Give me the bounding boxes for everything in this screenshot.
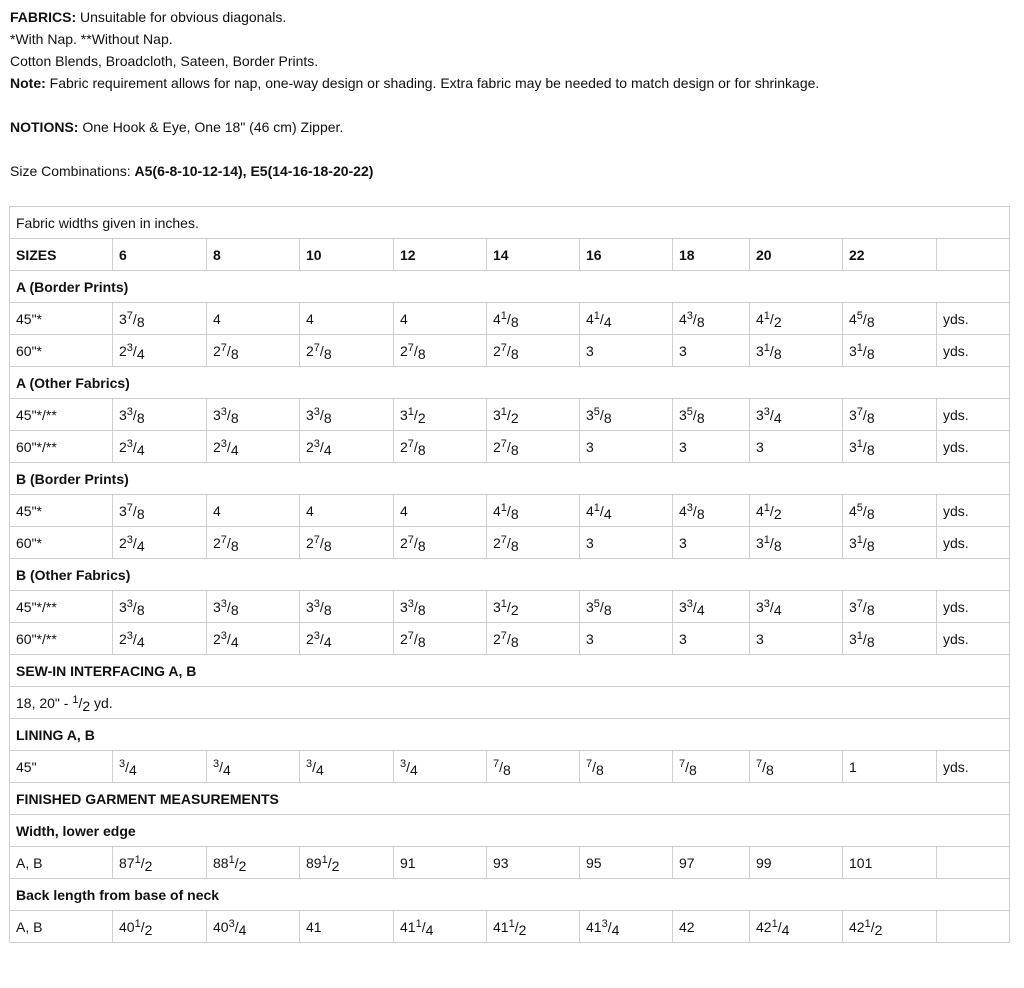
table-cell: $3^3/_8$ xyxy=(207,399,300,431)
table-cell: $3^3/_8$ xyxy=(113,399,207,431)
section-label: Back length from base of neck xyxy=(10,879,1010,911)
table-cell: $2^3/_4$ xyxy=(207,431,300,463)
table-cell: $2^3/_4$ xyxy=(113,335,207,367)
size-header-18: 18 xyxy=(673,239,750,271)
table-row xyxy=(10,303,1010,335)
size-header-10: 10 xyxy=(300,239,394,271)
section-label: LINING A, B xyxy=(10,719,1010,751)
table-cell: $4^5/_8$ xyxy=(843,495,937,527)
table-cell: 93 xyxy=(487,847,580,879)
table-cell: $2^7/_8$ xyxy=(300,527,394,559)
table-cell: $4^1/_2$ xyxy=(750,495,843,527)
table-cell: $4^3/_8$ xyxy=(673,495,750,527)
table-row xyxy=(10,431,1010,463)
sizes-label: SIZES xyxy=(10,239,113,271)
table-cell: $3^1/_8$ xyxy=(843,335,937,367)
table-cell: $3^7/_8$ xyxy=(843,399,937,431)
size-header-12: 12 xyxy=(394,239,487,271)
row-label: 45"* xyxy=(10,495,113,527)
table-cell: $41^3/_4$ xyxy=(580,911,673,943)
table-cell: $2^3/_4$ xyxy=(113,431,207,463)
table-cell: $42^1/_4$ xyxy=(750,911,843,943)
table-cell: $3^3/_4$ xyxy=(673,591,750,623)
table-cell: $3^7/_8$ xyxy=(113,303,207,335)
section-label: FINISHED GARMENT MEASUREMENTS xyxy=(10,783,1010,815)
section-row xyxy=(10,783,1010,815)
section-label: B (Other Fabrics) xyxy=(10,559,1010,591)
table-row xyxy=(10,591,1010,623)
fabrics-label: FABRICS: xyxy=(10,9,77,25)
intro-block xyxy=(10,6,1010,182)
table-cell: 41 xyxy=(300,911,394,943)
unit-cell: yds. xyxy=(937,335,1010,367)
note-label: Note: xyxy=(10,75,46,91)
size-combinations-line xyxy=(10,160,1010,182)
table-cell: 97 xyxy=(673,847,750,879)
table-cell: $42^1/_2$ xyxy=(843,911,937,943)
table-cell: $89^1/_2$ xyxy=(300,847,394,879)
section-label: Width, lower edge xyxy=(10,815,1010,847)
table-cell: 3 xyxy=(750,623,843,655)
table-cell: $^7/_8$ xyxy=(673,751,750,783)
row-label: A, B xyxy=(10,847,113,879)
fabric-list-line: Cotton Blends, Broadcloth, Sateen, Border Prints. xyxy=(10,53,319,69)
table-row xyxy=(10,527,1010,559)
section-row xyxy=(10,463,1010,495)
table-cell: $4^5/_8$ xyxy=(843,303,937,335)
table-cell: $2^3/_4$ xyxy=(300,623,394,655)
table-cell: 3 xyxy=(673,335,750,367)
interfacing-note: 18, 20" - $^1/_2$ yd. xyxy=(10,687,1010,719)
table-cell: $2^7/_8$ xyxy=(394,335,487,367)
table-cell: $^3/_4$ xyxy=(113,751,207,783)
table-cell: 3 xyxy=(580,335,673,367)
table-cell: $88^1/_2$ xyxy=(207,847,300,879)
table-cell: $4^1/_4$ xyxy=(580,303,673,335)
table-cell: 4 xyxy=(300,495,394,527)
table-cell: 4 xyxy=(300,303,394,335)
section-label: A (Border Prints) xyxy=(10,271,1010,303)
fabric-requirements-table xyxy=(9,206,1010,943)
section-label: B (Border Prints) xyxy=(10,463,1010,495)
table-cell: $3^3/_4$ xyxy=(750,591,843,623)
size-header-16: 16 xyxy=(580,239,673,271)
notions-text: One Hook & Eye, One 18" (46 cm) Zipper. xyxy=(78,119,344,135)
size-header-22: 22 xyxy=(843,239,937,271)
table-cell: 3 xyxy=(750,431,843,463)
unit-cell: yds. xyxy=(937,431,1010,463)
table-cell: $87^1/_2$ xyxy=(113,847,207,879)
table-cell: 4 xyxy=(207,303,300,335)
table-cell: 1 xyxy=(843,751,937,783)
table-cell: $4^1/_8$ xyxy=(487,495,580,527)
table-cell: $3^5/_8$ xyxy=(580,399,673,431)
table-cell: $2^7/_8$ xyxy=(487,431,580,463)
table-cell: $3^3/_8$ xyxy=(207,591,300,623)
unit-cell: yds. xyxy=(937,751,1010,783)
table-cell: $^3/_4$ xyxy=(207,751,300,783)
table-cell: $^3/_4$ xyxy=(300,751,394,783)
table-cell: $3^3/_8$ xyxy=(394,591,487,623)
row-label: 45" xyxy=(10,751,113,783)
table-cell: $3^3/_8$ xyxy=(300,591,394,623)
table-row xyxy=(10,335,1010,367)
table-cell: $2^7/_8$ xyxy=(394,527,487,559)
table-cell: $3^7/_8$ xyxy=(113,495,207,527)
table-row xyxy=(10,495,1010,527)
table-cell: $3^3/_8$ xyxy=(113,591,207,623)
table-cell: 42 xyxy=(673,911,750,943)
table-cell: $3^1/_2$ xyxy=(394,399,487,431)
table-cell: $2^3/_4$ xyxy=(113,527,207,559)
table-cell: 4 xyxy=(394,303,487,335)
table-cell: $3^1/_8$ xyxy=(843,431,937,463)
table-cell: $3^5/_8$ xyxy=(580,591,673,623)
table-cell: $2^3/_4$ xyxy=(300,431,394,463)
table-cell: 3 xyxy=(580,623,673,655)
table-cell: 101 xyxy=(843,847,937,879)
table-cell: 4 xyxy=(207,495,300,527)
table-row xyxy=(10,623,1010,655)
note-line xyxy=(10,72,1010,94)
table-cell: $3^1/_8$ xyxy=(750,527,843,559)
unit-cell xyxy=(937,911,1010,943)
table-cell: $3^3/_4$ xyxy=(750,399,843,431)
section-row xyxy=(10,559,1010,591)
table-cell: 91 xyxy=(394,847,487,879)
row-label: 60"*/** xyxy=(10,431,113,463)
table-cell: $2^7/_8$ xyxy=(207,335,300,367)
section-row xyxy=(10,655,1010,687)
table-caption-row xyxy=(10,207,1010,239)
table-cell: $^7/_8$ xyxy=(487,751,580,783)
table-cell: $2^7/_8$ xyxy=(487,335,580,367)
table-cell: $3^1/_8$ xyxy=(750,335,843,367)
sizes-header-blank xyxy=(937,239,1010,271)
section-label: A (Other Fabrics) xyxy=(10,367,1010,399)
unit-cell xyxy=(937,847,1010,879)
table-cell: $3^5/_8$ xyxy=(673,399,750,431)
table-cell: $41^1/_2$ xyxy=(487,911,580,943)
table-cell: $4^1/_2$ xyxy=(750,303,843,335)
table-cell: $3^1/_8$ xyxy=(843,623,937,655)
row-label: 60"* xyxy=(10,527,113,559)
unit-cell: yds. xyxy=(937,399,1010,431)
table-cell: $2^3/_4$ xyxy=(207,623,300,655)
table-row xyxy=(10,847,1010,879)
row-label: 60"* xyxy=(10,335,113,367)
table-row xyxy=(10,911,1010,943)
table-cell: $4^1/_8$ xyxy=(487,303,580,335)
size-combinations-value: A5(6-8-10-12-14), E5(14-16-18-20-22) xyxy=(134,163,374,179)
table-cell: 3 xyxy=(673,431,750,463)
size-header-20: 20 xyxy=(750,239,843,271)
row-label: 60"*/** xyxy=(10,623,113,655)
row-label: 45"*/** xyxy=(10,399,113,431)
size-header-14: 14 xyxy=(487,239,580,271)
table-cell: $41^1/_4$ xyxy=(394,911,487,943)
notions-line xyxy=(10,116,1010,138)
unit-cell: yds. xyxy=(937,527,1010,559)
table-cell: $^3/_4$ xyxy=(394,751,487,783)
table-cell: $3^3/_8$ xyxy=(300,399,394,431)
sizes-header-row xyxy=(10,239,1010,271)
section-row xyxy=(10,271,1010,303)
table-cell: 3 xyxy=(580,431,673,463)
table-cell: $2^7/_8$ xyxy=(300,335,394,367)
table-cell: $2^7/_8$ xyxy=(394,623,487,655)
note-text: Fabric requirement allows for nap, one-way design or shading. Extra fabric may be needed to match design or for shrinkage. xyxy=(45,75,820,91)
size-header-6: 6 xyxy=(113,239,207,271)
row-label: A, B xyxy=(10,911,113,943)
table-row xyxy=(10,399,1010,431)
unit-cell: yds. xyxy=(937,495,1010,527)
section-row xyxy=(10,719,1010,751)
table-cell: $2^7/_8$ xyxy=(207,527,300,559)
nap-line: *With Nap. **Without Nap. xyxy=(10,31,173,47)
fabrics-line xyxy=(10,6,1010,28)
table-cell: $40^3/_4$ xyxy=(207,911,300,943)
unit-cell: yds. xyxy=(937,303,1010,335)
table-cell: $2^7/_8$ xyxy=(487,623,580,655)
table-cell: $^7/_8$ xyxy=(750,751,843,783)
unit-cell: yds. xyxy=(937,591,1010,623)
note-row xyxy=(10,687,1010,719)
table-cell: $40^1/_2$ xyxy=(113,911,207,943)
section-row xyxy=(10,815,1010,847)
table-cell: $4^3/_8$ xyxy=(673,303,750,335)
table-cell: 95 xyxy=(580,847,673,879)
table-cell: 3 xyxy=(673,623,750,655)
size-combinations-label: Size Combinations: xyxy=(10,163,135,179)
table-cell: $3^1/_2$ xyxy=(487,399,580,431)
table-cell: 99 xyxy=(750,847,843,879)
table-cell: $3^1/_2$ xyxy=(487,591,580,623)
section-row xyxy=(10,879,1010,911)
table-cell: 4 xyxy=(394,495,487,527)
table-cell: $^7/_8$ xyxy=(580,751,673,783)
size-header-8: 8 xyxy=(207,239,300,271)
table-cell: $2^7/_8$ xyxy=(394,431,487,463)
section-row xyxy=(10,367,1010,399)
unit-cell: yds. xyxy=(937,623,1010,655)
table-cell: $2^7/_8$ xyxy=(487,527,580,559)
notions-label: NOTIONS: xyxy=(10,119,79,135)
table-row xyxy=(10,751,1010,783)
section-label: SEW-IN INTERFACING A, B xyxy=(10,655,1010,687)
table-cell: $3^1/_8$ xyxy=(843,527,937,559)
table-cell: 3 xyxy=(673,527,750,559)
row-label: 45"*/** xyxy=(10,591,113,623)
table-cell: $4^1/_4$ xyxy=(580,495,673,527)
table-cell: $2^3/_4$ xyxy=(113,623,207,655)
row-label: 45"* xyxy=(10,303,113,335)
table-cell: 3 xyxy=(580,527,673,559)
fabrics-text: Unsuitable for obvious diagonals. xyxy=(76,9,287,25)
table-cell: $3^7/_8$ xyxy=(843,591,937,623)
table-caption: Fabric widths given in inches. xyxy=(10,207,1010,239)
